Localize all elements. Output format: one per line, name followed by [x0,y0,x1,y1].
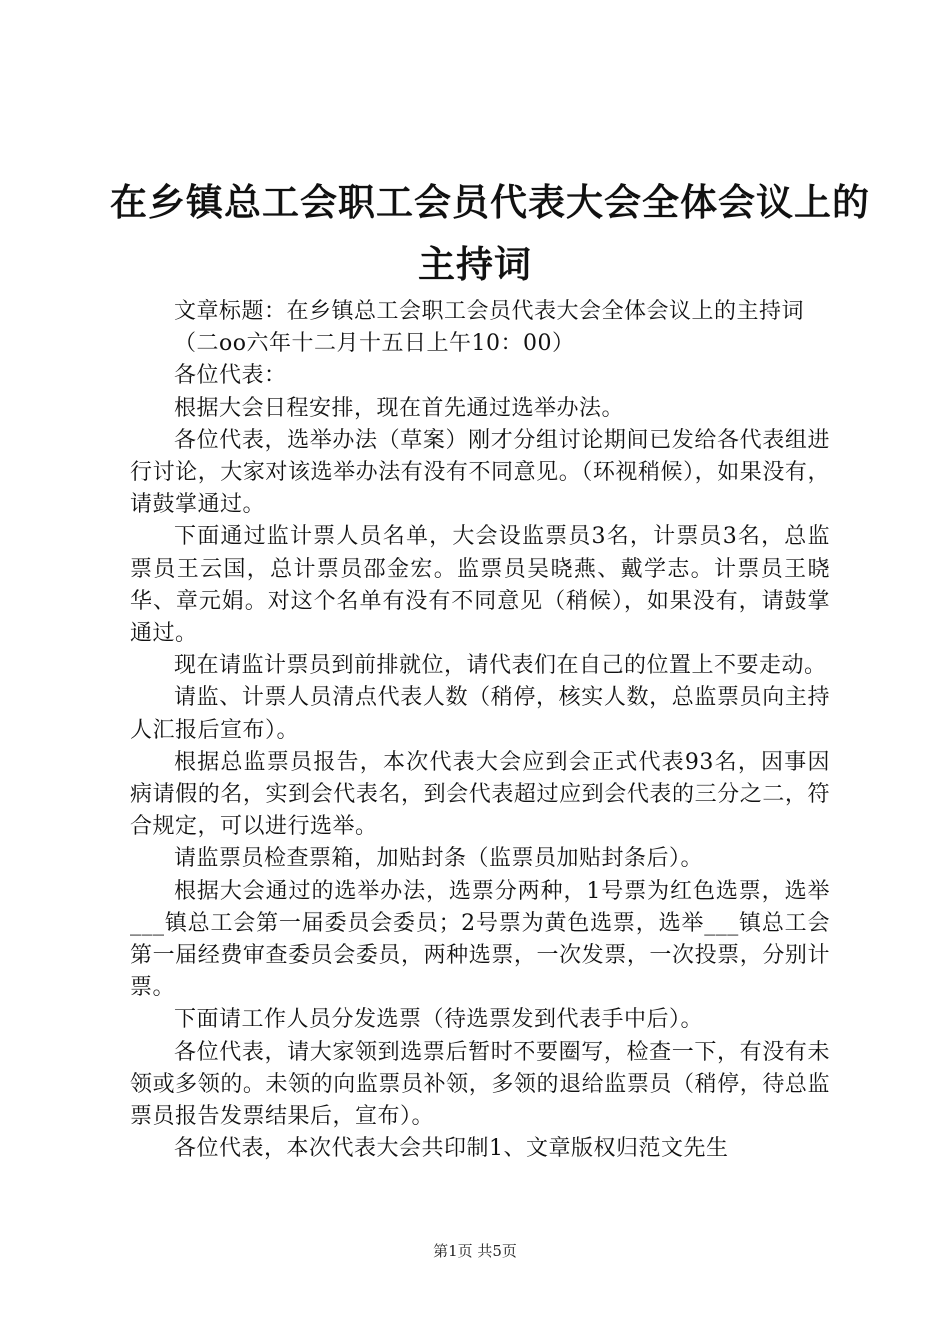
paragraph: 根据大会日程安排，现在首先通过选举办法。 [174,395,625,421]
paragraph: 下面请工作人员分发选票（待选票发到代表手中后）。 [174,1007,704,1033]
paragraph: 各位代表，本次代表大会共印制1、文章版权归范文先生 [174,1136,729,1162]
paragraph: 请监票员检查票箱，加贴封条（监票员加贴封条后）。 [174,846,704,872]
paragraph: 下面通过监计票人员名单，大会设监票员3名，计票员3名，总监票员王云国，总计票员邵金宏。监票员吴晓燕、戴学志。计票员王晓华、章元娟。对这个名单有没有不同意见（稍候），如果没有，请鼓掌通过。 [130,524,830,647]
paragraph: 请监、计票人员清点代表人数（稍停，核实人数，总监票员向主持人汇报后宣布）。 [130,685,830,743]
document-title [110,172,870,296]
paragraph-article-title: 文章标题：在乡镇总工会职工会员代表大会全体会议上的主持词 [174,299,805,324]
paragraph-date: （二oo六年十二月十五日上午10：00） [174,331,575,357]
document-body [130,296,830,1165]
title-line-1: 在乡镇总工会职工会员代表大会全体会议上的 [110,181,870,224]
paragraph-greeting: 各位代表： [174,363,287,389]
title-line-2: 主持词 [418,243,532,286]
paragraph: 各位代表，请大家领到选票后暂时不要圈写，检查一下，有没有未领或多领的。未领的向监票员补领，多领的退给监票员（稍停，待总监票员报告发票结果后，宣布）。 [130,1039,830,1130]
paragraph: 现在请监计票员到前排就位，请代表们在自己的位置上不要走动。 [174,653,827,679]
page-number-footer: 第1页 共5页 [433,1242,517,1260]
paragraph: 各位代表，选举办法（草案）刚才分组讨论期间已发给各代表组进行讨论，大家对该选举办法有没有不同意见。（环视稍候），如果没有，请鼓掌通过。 [130,427,830,518]
paragraph: 根据大会通过的选举办法，选票分两种，1号票为红色选票，选举___镇总工会第一届委员会委员；2号票为黄色选票，选举___镇总工会第一届经费审查委员会委员，两种选票，一次发票，一次投票，分别计票。 [130,878,830,1001]
paragraph: 根据总监票员报告，本次代表大会应到会正式代表93名，因事因病请假的名，实到会代表名，到会代表超过应到会代表的三分之二，符合规定，可以进行选举。 [130,749,830,840]
